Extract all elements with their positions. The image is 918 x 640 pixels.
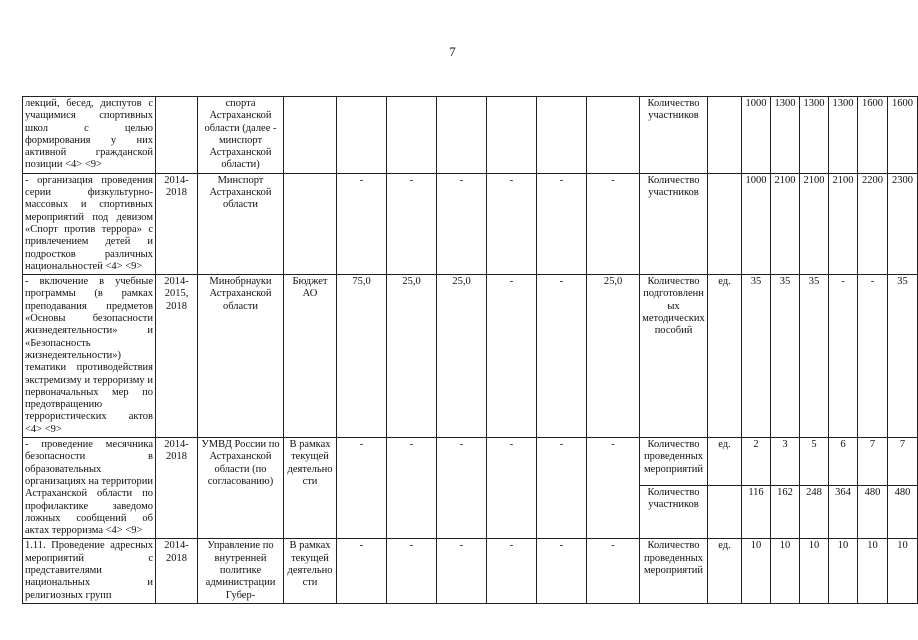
indicator-value-cell: 3 [771, 438, 800, 486]
indicator-value-cell: 1300 [800, 97, 829, 174]
funding-amount-cell: 25,0 [437, 275, 487, 438]
funding-amount-cell: 25,0 [387, 275, 437, 438]
executor-cell: Минобрнауки Астраханской области [198, 275, 284, 438]
indicator-value-cell: 2100 [771, 173, 800, 274]
funding-amount-cell: - [587, 438, 640, 539]
funding-source-cell: Бюджет АО [284, 275, 337, 438]
funding-source-cell [284, 97, 337, 174]
funding-amount-cell: - [487, 539, 537, 603]
funding-amount-cell: - [437, 438, 487, 539]
funding-amount-cell: 25,0 [587, 275, 640, 438]
executor-cell: спорта Астраханской области (далее - минспорт Астраханской области) [198, 97, 284, 174]
funding-amount-cell: - [437, 173, 487, 274]
funding-amount-cell [437, 97, 487, 174]
period-cell [156, 97, 198, 174]
indicator-unit-cell [708, 97, 742, 174]
funding-amount-cell [337, 97, 387, 174]
indicator-value-cell: 35 [888, 275, 918, 438]
period-cell: 2014-2018 [156, 438, 198, 539]
indicator-name-cell: Количество подготовленных методических пособий [640, 275, 708, 438]
table-row [23, 275, 918, 438]
indicator-unit-cell: ед. [708, 275, 742, 438]
indicator-value-cell: 1300 [771, 97, 800, 174]
indicator-value-cell: - [858, 275, 888, 438]
indicator-value-cell: 2100 [800, 173, 829, 274]
indicator-name-cell: Количество участников [640, 97, 708, 174]
indicator-value-cell: 6 [829, 438, 858, 486]
table-row [23, 438, 918, 486]
indicator-value-cell: 2 [742, 438, 771, 486]
executor-cell: УМВД России по Астраханской области (по согласованию) [198, 438, 284, 539]
period-cell: 2014-2018 [156, 173, 198, 274]
activity-cell: - организация проведения серии физкультурно-массовых и спортивных мероприятий под девизом «Спорт против террора» с привлечением детей и подростков различных национальностей <4> <9> [23, 173, 156, 274]
funding-amount-cell [487, 97, 537, 174]
indicator-unit-cell [708, 485, 742, 539]
indicator-value-cell: 364 [829, 485, 858, 539]
funding-amount-cell: - [387, 438, 437, 539]
program-table [22, 96, 918, 604]
indicator-value-cell: 10 [888, 539, 918, 603]
funding-amount-cell [537, 97, 587, 174]
indicator-value-cell: 480 [858, 485, 888, 539]
indicator-value-cell: 1300 [829, 97, 858, 174]
funding-source-cell: В рамках текущей деятельности [284, 539, 337, 603]
indicator-value-cell: 10 [800, 539, 829, 603]
indicator-unit-cell: ед. [708, 438, 742, 486]
indicator-value-cell: 1000 [742, 173, 771, 274]
funding-amount-cell: - [337, 438, 387, 539]
period-cell: 2014-2018 [156, 539, 198, 603]
indicator-value-cell: 10 [742, 539, 771, 603]
indicator-value-cell: 1000 [742, 97, 771, 174]
indicator-value-cell: 7 [858, 438, 888, 486]
activity-cell: 1.11. Проведение адресных мероприятий с представителями национальных и религиозных групп [23, 539, 156, 603]
indicator-unit-cell: ед. [708, 539, 742, 603]
indicator-name-cell: Количество участников [640, 485, 708, 539]
indicator-value-cell: 162 [771, 485, 800, 539]
funding-amount-cell: - [487, 438, 537, 539]
funding-amount-cell: - [387, 173, 437, 274]
funding-source-cell: В рамках текущей деятельности [284, 438, 337, 539]
indicator-name-cell: Количество проведенных мероприятий [640, 438, 708, 486]
indicator-name-cell: Количество участников [640, 173, 708, 274]
funding-amount-cell: - [337, 173, 387, 274]
indicator-value-cell: 116 [742, 485, 771, 539]
indicator-value-cell: 2200 [858, 173, 888, 274]
executor-cell: Управление по внутренней политике администрации Губер- [198, 539, 284, 603]
page-number: 7 [449, 44, 456, 59]
funding-amount-cell: - [387, 539, 437, 603]
indicator-value-cell: 1600 [858, 97, 888, 174]
funding-amount-cell: - [537, 438, 587, 539]
funding-amount-cell: - [487, 173, 537, 274]
funding-amount-cell [587, 97, 640, 174]
indicator-value-cell: 7 [888, 438, 918, 486]
period-cell: 2014-2015, 2018 [156, 275, 198, 438]
indicator-name-cell: Количество проведенных мероприятий [640, 539, 708, 603]
executor-cell: Минспорт Астраханской области [198, 173, 284, 274]
funding-amount-cell: 75,0 [337, 275, 387, 438]
funding-amount-cell: - [537, 275, 587, 438]
table-row [23, 539, 918, 603]
indicator-unit-cell [708, 173, 742, 274]
funding-amount-cell: - [587, 173, 640, 274]
funding-amount-cell: - [587, 539, 640, 603]
indicator-value-cell: 10 [858, 539, 888, 603]
indicator-value-cell: 248 [800, 485, 829, 539]
indicator-value-cell: 35 [771, 275, 800, 438]
indicator-value-cell: 10 [829, 539, 858, 603]
funding-amount-cell [387, 97, 437, 174]
indicator-value-cell: 5 [800, 438, 829, 486]
indicator-value-cell: - [829, 275, 858, 438]
activity-cell: - включение в учебные программы (в рамках преподавания предметов «Основы безопасности жизнедеятельности» и «Безопасность жизнедеятельности») тематики противодействия экстремизму и терроризму и первоначальных мер по предотвращению террористических актов <4> <9> [23, 275, 156, 438]
indicator-value-cell: 2300 [888, 173, 918, 274]
indicator-value-cell: 35 [800, 275, 829, 438]
funding-amount-cell: - [537, 173, 587, 274]
funding-amount-cell: - [337, 539, 387, 603]
indicator-value-cell: 1600 [888, 97, 918, 174]
funding-amount-cell: - [487, 275, 537, 438]
activity-cell: - проведение месячника безопасности в образовательных организациях на территории Астраханской области по профилактике заведомо ложных сообщений об актах терроризма <4> <9> [23, 438, 156, 539]
funding-amount-cell: - [537, 539, 587, 603]
indicator-value-cell: 2100 [829, 173, 858, 274]
table-row [23, 97, 918, 174]
funding-amount-cell: - [437, 539, 487, 603]
table-row [23, 173, 918, 274]
activity-cell: лекций, бесед, диспутов с учащимися спортивных школ с целью формирования у них активной гражданской позиции <4> <9> [23, 97, 156, 174]
indicator-value-cell: 35 [742, 275, 771, 438]
indicator-value-cell: 480 [888, 485, 918, 539]
funding-source-cell [284, 173, 337, 274]
indicator-value-cell: 10 [771, 539, 800, 603]
